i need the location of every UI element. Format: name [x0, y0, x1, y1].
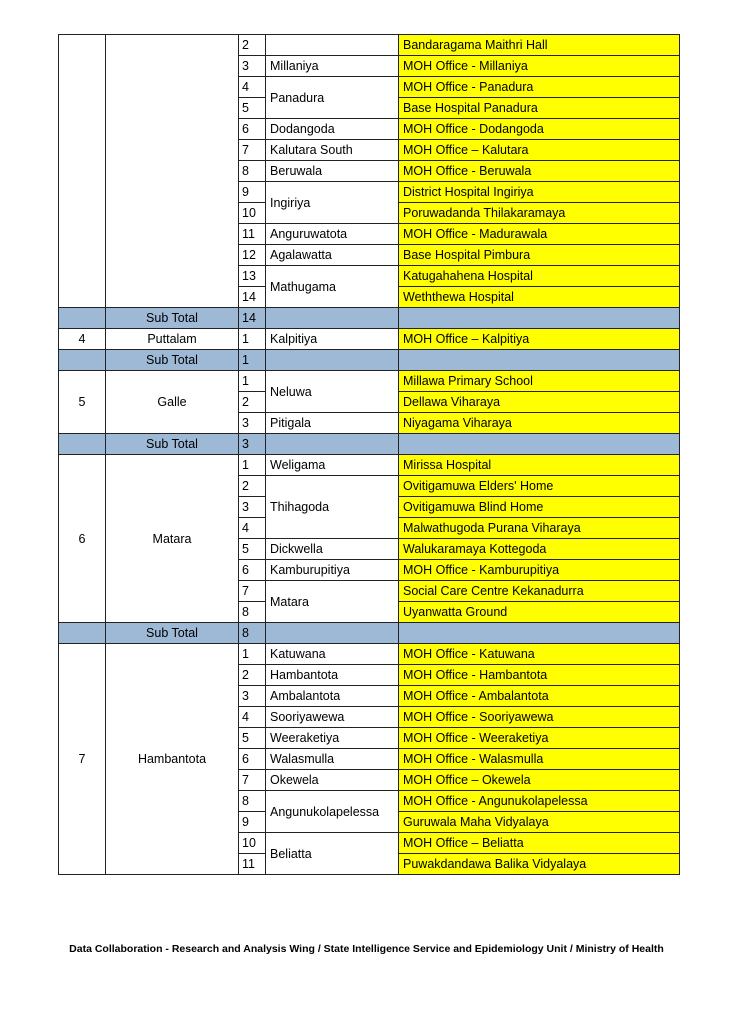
table-row	[59, 329, 680, 350]
vaccination-location-cell: MOH Office - Walasmulla	[399, 749, 680, 770]
row-number-cell: 4	[239, 518, 266, 539]
vaccination-location-cell: Base Hospital Pimbura	[399, 245, 680, 266]
district-number-cell: 5	[59, 371, 106, 434]
district-name-cell: Puttalam	[106, 329, 239, 350]
vaccination-location-cell: Bandaragama Maithri Hall	[399, 35, 680, 56]
moh-area-cell: Kamburupitiya	[266, 560, 399, 581]
footer-credit: Data Collaboration - Research and Analysis Wing / State Intelligence Service and Epidemiology Unit / Ministry of Health	[69, 943, 664, 955]
row-number-cell: 2	[239, 665, 266, 686]
subtotal-row	[59, 623, 680, 644]
row-number-cell: 7	[239, 140, 266, 161]
row-number-cell: 8	[239, 791, 266, 812]
row-number-cell: 8	[239, 602, 266, 623]
subtotal-blank-cell	[399, 623, 680, 644]
moh-area-cell: Anguruwatota	[266, 224, 399, 245]
vaccination-location-cell: MOH Office - Angunukolapelessa	[399, 791, 680, 812]
row-number-cell: 3	[239, 56, 266, 77]
subtotal-blank-cell	[59, 308, 106, 329]
moh-area-cell: Matara	[266, 581, 399, 623]
row-number-cell: 7	[239, 770, 266, 791]
subtotal-value: 14	[239, 308, 266, 329]
vaccination-location-cell: MOH Office - Millaniya	[399, 56, 680, 77]
vaccination-centers-table	[58, 34, 680, 875]
subtotal-value: 3	[239, 434, 266, 455]
subtotal-label: Sub Total	[106, 434, 239, 455]
row-number-cell: 3	[239, 413, 266, 434]
row-number-cell: 6	[239, 749, 266, 770]
vaccination-location-cell: MOH Office – Beliatta	[399, 833, 680, 854]
subtotal-blank-cell	[399, 308, 680, 329]
moh-area-cell: Beruwala	[266, 161, 399, 182]
vaccination-location-cell: Niyagama Viharaya	[399, 413, 680, 434]
vaccination-location-cell: MOH Office - Sooriyawewa	[399, 707, 680, 728]
row-number-cell: 5	[239, 728, 266, 749]
district-number-cell: 6	[59, 455, 106, 623]
moh-area-cell: Panadura	[266, 77, 399, 119]
subtotal-blank-cell	[266, 623, 399, 644]
row-number-cell: 9	[239, 812, 266, 833]
vaccination-location-cell: MOH Office – Okewela	[399, 770, 680, 791]
row-number-cell: 10	[239, 833, 266, 854]
vaccination-location-cell: Ovitigamuwa Blind Home	[399, 497, 680, 518]
subtotal-blank-cell	[59, 434, 106, 455]
subtotal-blank-cell	[266, 350, 399, 371]
table-row	[59, 455, 680, 476]
vaccination-location-cell: MOH Office - Panadura	[399, 77, 680, 98]
vaccination-location-cell: District Hospital Ingiriya	[399, 182, 680, 203]
moh-area-cell: Walasmulla	[266, 749, 399, 770]
vaccination-location-cell: Walukaramaya Kottegoda	[399, 539, 680, 560]
subtotal-blank-cell	[59, 350, 106, 371]
moh-area-cell: Ingiriya	[266, 182, 399, 224]
district-name-cell: Hambantota	[106, 644, 239, 875]
vaccination-location-cell: MOH Office – Kalpitiya	[399, 329, 680, 350]
subtotal-blank-cell	[399, 434, 680, 455]
vaccination-location-cell: MOH Office - Katuwana	[399, 644, 680, 665]
moh-area-cell: Dodangoda	[266, 119, 399, 140]
row-number-cell: 11	[239, 224, 266, 245]
moh-area-cell: Sooriyawewa	[266, 707, 399, 728]
row-number-cell: 2	[239, 476, 266, 497]
row-number-cell: 4	[239, 77, 266, 98]
moh-area-cell: Thihagoda	[266, 476, 399, 539]
moh-area-cell: Katuwana	[266, 644, 399, 665]
row-number-cell: 2	[239, 392, 266, 413]
row-number-cell: 6	[239, 119, 266, 140]
table-body	[59, 35, 680, 875]
moh-area-cell: Weligama	[266, 455, 399, 476]
row-number-cell: 5	[239, 98, 266, 119]
vaccination-location-cell: MOH Office - Hambantota	[399, 665, 680, 686]
moh-area-cell: Agalawatta	[266, 245, 399, 266]
row-number-cell: 6	[239, 560, 266, 581]
row-number-cell: 1	[239, 644, 266, 665]
moh-area-cell: Ambalantota	[266, 686, 399, 707]
row-number-cell: 1	[239, 455, 266, 476]
moh-area-cell	[266, 35, 399, 56]
subtotal-value: 8	[239, 623, 266, 644]
vaccination-location-cell: Millawa Primary School	[399, 371, 680, 392]
vaccination-location-cell: Mirissa Hospital	[399, 455, 680, 476]
row-number-cell: 4	[239, 707, 266, 728]
row-number-cell: 11	[239, 854, 266, 875]
table-row	[59, 35, 680, 56]
subtotal-row	[59, 434, 680, 455]
district-name-cell: Galle	[106, 371, 239, 434]
vaccination-location-cell: Uyanwatta Ground	[399, 602, 680, 623]
vaccination-location-cell: Poruwadanda Thilakaramaya	[399, 203, 680, 224]
vaccination-location-cell: Malwathugoda Purana Viharaya	[399, 518, 680, 539]
vaccination-location-cell: Puwakdandawa Balika Vidyalaya	[399, 854, 680, 875]
subtotal-label: Sub Total	[106, 623, 239, 644]
row-number-cell: 5	[239, 539, 266, 560]
row-number-cell: 3	[239, 497, 266, 518]
vaccination-location-cell: MOH Office - Kamburupitiya	[399, 560, 680, 581]
vaccination-location-cell: MOH Office - Weeraketiya	[399, 728, 680, 749]
subtotal-row	[59, 308, 680, 329]
row-number-cell: 10	[239, 203, 266, 224]
row-number-cell: 9	[239, 182, 266, 203]
vaccination-location-cell: Katugahahena Hospital	[399, 266, 680, 287]
row-number-cell: 3	[239, 686, 266, 707]
row-number-cell: 13	[239, 266, 266, 287]
subtotal-label: Sub Total	[106, 350, 239, 371]
table-row	[59, 644, 680, 665]
vaccination-location-cell: MOH Office - Beruwala	[399, 161, 680, 182]
district-number-cell: 7	[59, 644, 106, 875]
subtotal-blank-cell	[59, 623, 106, 644]
moh-area-cell: Kalutara South	[266, 140, 399, 161]
row-number-cell: 2	[239, 35, 266, 56]
vaccination-location-cell: Social Care Centre Kekanadurra	[399, 581, 680, 602]
moh-area-cell: Millaniya	[266, 56, 399, 77]
moh-area-cell: Mathugama	[266, 266, 399, 308]
vaccination-location-cell: MOH Office - Madurawala	[399, 224, 680, 245]
moh-area-cell: Pitigala	[266, 413, 399, 434]
table-row	[59, 371, 680, 392]
subtotal-row	[59, 350, 680, 371]
moh-area-cell: Weeraketiya	[266, 728, 399, 749]
vaccination-location-cell: Base Hospital Panadura	[399, 98, 680, 119]
vaccination-location-cell: MOH Office - Ambalantota	[399, 686, 680, 707]
row-number-cell: 1	[239, 329, 266, 350]
moh-area-cell: Kalpitiya	[266, 329, 399, 350]
moh-area-cell: Dickwella	[266, 539, 399, 560]
moh-area-cell: Angunukolapelessa	[266, 791, 399, 833]
row-number-cell: 12	[239, 245, 266, 266]
moh-area-cell: Hambantota	[266, 665, 399, 686]
subtotal-blank-cell	[266, 434, 399, 455]
district-number-cell	[59, 35, 106, 308]
row-number-cell: 8	[239, 161, 266, 182]
vaccination-location-cell: MOH Office – Kalutara	[399, 140, 680, 161]
row-number-cell: 14	[239, 287, 266, 308]
vaccination-location-cell: Ovitigamuwa Elders' Home	[399, 476, 680, 497]
moh-area-cell: Neluwa	[266, 371, 399, 413]
subtotal-blank-cell	[266, 308, 399, 329]
vaccination-location-cell: Weththewa Hospital	[399, 287, 680, 308]
subtotal-label: Sub Total	[106, 308, 239, 329]
row-number-cell: 7	[239, 581, 266, 602]
subtotal-value: 1	[239, 350, 266, 371]
vaccination-location-cell: Guruwala Maha Vidyalaya	[399, 812, 680, 833]
row-number-cell: 1	[239, 371, 266, 392]
district-name-cell: Matara	[106, 455, 239, 623]
moh-area-cell: Beliatta	[266, 833, 399, 875]
vaccination-location-cell: MOH Office - Dodangoda	[399, 119, 680, 140]
subtotal-blank-cell	[399, 350, 680, 371]
district-number-cell: 4	[59, 329, 106, 350]
district-name-cell	[106, 35, 239, 308]
vaccination-location-cell: Dellawa Viharaya	[399, 392, 680, 413]
moh-area-cell: Okewela	[266, 770, 399, 791]
